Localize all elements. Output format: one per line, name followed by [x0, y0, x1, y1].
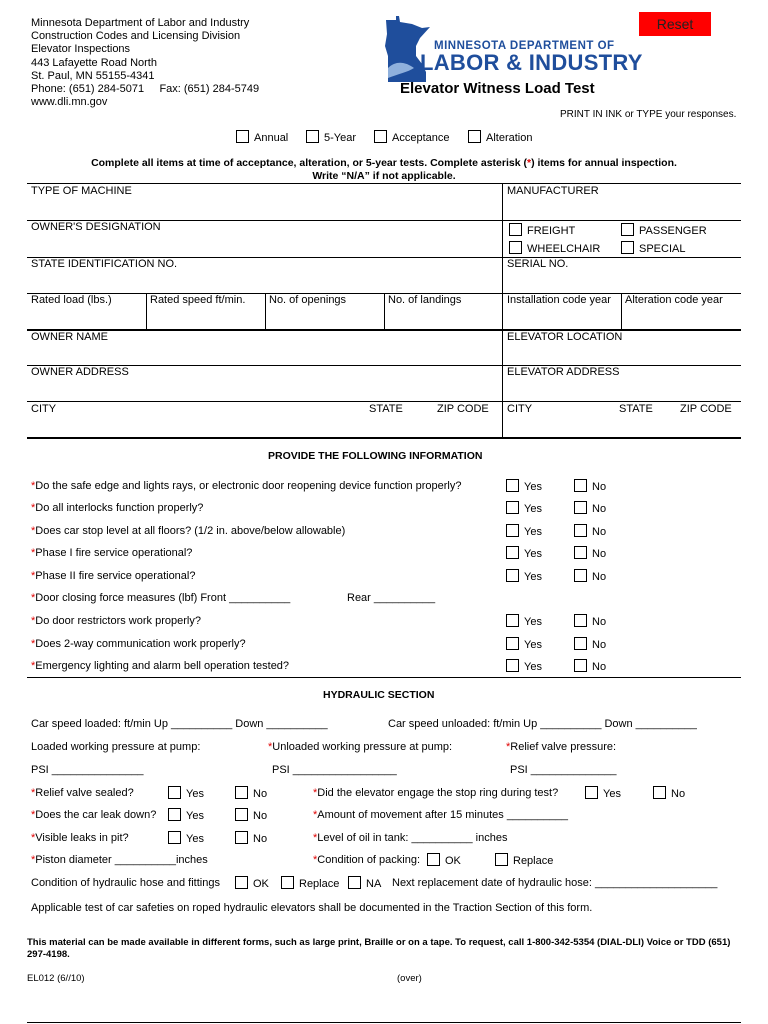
stop-ring-label [313, 787, 558, 799]
q2-yes-checkbox[interactable] [506, 501, 519, 514]
q4-yes[interactable] [506, 546, 542, 560]
install-year-label: Installation code year [507, 294, 611, 306]
over-note: (over) [397, 973, 422, 984]
yes-label: Yes [186, 833, 204, 845]
car-leak-text: Does the car leak down? [35, 809, 157, 821]
yes-label: Yes [524, 661, 542, 673]
no-label: No [253, 788, 268, 800]
question-6-rear: Rear __________ [347, 592, 436, 604]
replace-label: Replace [513, 855, 554, 867]
na-label: NA [366, 878, 382, 890]
no-label: No [592, 616, 607, 628]
q1-no-checkbox[interactable] [574, 479, 587, 492]
q5-no[interactable] [574, 569, 606, 583]
ok-label: OK [253, 878, 269, 890]
question-5 [31, 570, 195, 582]
elevator-address-label: ELEVATOR ADDRESS [507, 366, 620, 378]
owner-address-label: OWNER ADDRESS [31, 366, 129, 378]
q8-yes-checkbox[interactable] [506, 637, 519, 650]
question-3-text: Does car stop level at all floors? (1/2 in. above/below allowable) [35, 525, 346, 537]
print-note: PRINT IN INK or TYPE your responses. [560, 109, 737, 120]
reset-button[interactable]: Reset [639, 12, 711, 36]
elevator-zip-label: ZIP CODE [680, 403, 732, 415]
asterisk: * [31, 809, 36, 821]
no-label: No [253, 810, 268, 822]
car-leak-no[interactable] [235, 808, 267, 822]
visible-leaks-text: Visible leaks in pit? [35, 832, 129, 844]
acceptance-checkbox[interactable] [374, 130, 387, 143]
yes-label: Yes [186, 810, 204, 822]
asterisk: * [31, 547, 36, 559]
car-leak-yes-checkbox[interactable] [168, 808, 181, 821]
packing-replace-checkbox[interactable] [495, 853, 508, 866]
q5-yes[interactable] [506, 569, 542, 583]
hydraulic-heading: HYDRAULIC SECTION [323, 689, 435, 701]
passenger-checkbox[interactable] [621, 223, 634, 236]
question-8-text: Does 2-way communication work properly? [35, 638, 246, 650]
freight-option[interactable] [509, 223, 575, 237]
next-replacement-label: Next replacement date of hydraulic hose: ____________________ [392, 877, 718, 889]
q1-yes-checkbox[interactable] [506, 479, 519, 492]
no-label: No [592, 548, 607, 560]
annual-label: Annual [254, 132, 289, 144]
asterisk: * [313, 787, 318, 799]
no-label: No [592, 503, 607, 515]
hose-na-checkbox[interactable] [348, 876, 361, 889]
hose-ok[interactable] [235, 876, 269, 890]
loaded-pressure-label: Loaded working pressure at pump: [31, 741, 201, 753]
movement-label [313, 809, 568, 821]
hose-replace[interactable] [281, 876, 339, 890]
q1-no[interactable] [574, 479, 606, 493]
manufacturer-label: MANUFACTURER [507, 185, 599, 197]
owners-designation-label: OWNER'S DESIGNATION [31, 221, 161, 233]
serial-label: SERIAL NO. [507, 258, 569, 270]
annual-checkbox[interactable] [236, 130, 249, 143]
asterisk: * [313, 832, 318, 844]
question-9-text: Emergency lighting and alarm bell operation tested? [35, 660, 290, 672]
q3-yes-checkbox[interactable] [506, 524, 519, 537]
hose-na[interactable] [348, 876, 381, 890]
q3-no[interactable] [574, 524, 606, 538]
landings-label: No. of landings [388, 294, 462, 306]
asterisk: * [31, 480, 36, 492]
passenger-option[interactable] [621, 223, 707, 237]
psi-loaded: PSI _______________ [31, 764, 144, 776]
packing-ok[interactable] [427, 853, 461, 867]
rated-speed-label: Rated speed ft/min. [150, 294, 246, 306]
relief-sealed-text: Relief valve sealed? [35, 787, 134, 799]
owner-city-label: CITY [31, 403, 57, 415]
test-type-5-year[interactable] [306, 130, 356, 144]
asterisk: * [526, 157, 532, 169]
q9-no-checkbox[interactable] [574, 659, 587, 672]
question-1-text: Do the safe edge and lights rays, or electronic door reopening device function properly? [35, 480, 462, 492]
special-label: SPECIAL [639, 243, 686, 255]
yes-label: Yes [524, 616, 542, 628]
hose-label: Condition of hydraulic hose and fittings [31, 877, 220, 889]
owner-zip-label: ZIP CODE [437, 403, 489, 415]
test-type-annual[interactable] [236, 130, 288, 144]
car-speed-loaded: Car speed loaded: ft/min Up __________ Down __________ [31, 718, 328, 730]
q3-no-checkbox[interactable] [574, 524, 587, 537]
no-label: No [592, 639, 607, 651]
asterisk: * [313, 809, 318, 821]
elevator-city-label: CITY [507, 403, 533, 415]
asterisk: * [31, 787, 36, 799]
ok-label: OK [445, 855, 461, 867]
state-id-label: STATE IDENTIFICATION NO. [31, 258, 178, 270]
passenger-label: PASSENGER [639, 225, 707, 237]
piston-label [31, 854, 208, 866]
q7-no[interactable] [574, 614, 606, 628]
q3-yes[interactable] [506, 524, 542, 538]
question-3 [31, 525, 345, 537]
no-label: No [592, 661, 607, 673]
q7-yes-checkbox[interactable] [506, 614, 519, 627]
movement-text: Amount of movement after 15 minutes __________ [317, 809, 568, 821]
question-1 [31, 480, 461, 492]
form-number: EL012 (6//10) [27, 973, 85, 984]
asterisk: * [31, 615, 36, 627]
relief-sealed-no[interactable] [235, 786, 267, 800]
car-leak-no-checkbox[interactable] [235, 808, 248, 821]
yes-label: Yes [524, 548, 542, 560]
q8-no-checkbox[interactable] [574, 637, 587, 650]
asterisk: * [31, 638, 36, 650]
q4-no-checkbox[interactable] [574, 546, 587, 559]
no-label: No [592, 526, 607, 538]
q8-no[interactable] [574, 637, 606, 651]
packing-replace[interactable] [495, 853, 553, 867]
asterisk: * [313, 854, 318, 866]
asterisk: * [31, 525, 36, 537]
no-label: No [592, 481, 607, 493]
owner-state-label: STATE [369, 403, 403, 415]
freight-checkbox[interactable] [509, 223, 522, 236]
oil-level-label [313, 832, 507, 844]
relief-pressure-text: Relief valve pressure: [510, 741, 617, 753]
wheelchair-label: WHEELCHAIR [527, 243, 601, 255]
psi-relief: PSI ______________ [510, 764, 617, 776]
q2-no[interactable] [574, 501, 606, 515]
question-8 [31, 638, 246, 650]
yes-label: Yes [524, 526, 542, 538]
asterisk: * [31, 832, 36, 844]
question-6 [31, 592, 290, 604]
owner-name-label: OWNER NAME [31, 331, 108, 343]
agency-line-2: Construction Codes and Licensing Division [31, 30, 241, 43]
agency-address-block [31, 17, 259, 109]
relief-sealed-no-checkbox[interactable] [235, 786, 248, 799]
asterisk: * [31, 660, 36, 672]
freight-label: FREIGHT [527, 225, 576, 237]
q7-no-checkbox[interactable] [574, 614, 587, 627]
stop-ring-no[interactable] [653, 786, 685, 800]
info-heading: PROVIDE THE FOLLOWING INFORMATION [268, 450, 483, 462]
relief-sealed-yes[interactable] [168, 786, 204, 800]
openings-label: No. of openings [269, 294, 347, 306]
unloaded-pressure-text: Unloaded working pressure at pump: [272, 741, 453, 753]
visible-leaks-no[interactable] [235, 831, 267, 845]
instructions-part-2: ) items for annual inspection. [531, 157, 677, 169]
asterisk: * [31, 570, 36, 582]
stop-ring-no-checkbox[interactable] [653, 786, 666, 799]
question-6-text: Door closing force measures (lbf) Front __________ [35, 592, 291, 604]
relief-sealed-yes-checkbox[interactable] [168, 786, 181, 799]
asterisk: * [31, 854, 36, 866]
q9-no[interactable] [574, 659, 606, 673]
form-title: Elevator Witness Load Test [400, 80, 595, 97]
special-option[interactable] [621, 241, 685, 255]
visible-leaks-no-checkbox[interactable] [235, 831, 248, 844]
q5-no-checkbox[interactable] [574, 569, 587, 582]
question-4-text: Phase I fire service operational? [35, 547, 193, 559]
no-label: No [592, 571, 607, 583]
agency-line-3: Elevator Inspections [31, 43, 131, 56]
visible-leaks-label [31, 832, 129, 844]
instructions-part-1: Complete all items at time of acceptance, alteration, or 5-year tests. Complete asterisk ( [91, 157, 527, 169]
asterisk: * [506, 741, 511, 753]
hose-replace-checkbox[interactable] [281, 876, 294, 889]
type-of-machine-label: TYPE OF MACHINE [31, 185, 132, 197]
availability-note: This material can be made available in different forms, such as large print, Braille or on a tape. To request, call 1-800-342-5354 (DIAL-DLI) Voice or TDD (651) 297-4198. [27, 937, 731, 960]
no-label: No [671, 788, 686, 800]
5-year-label: 5-Year [324, 132, 357, 144]
agency-line-1: Minnesota Department of Labor and Industry [31, 17, 250, 29]
alteration-label: Alteration [486, 132, 533, 144]
alteration-checkbox[interactable] [468, 130, 481, 143]
relief-sealed-label [31, 787, 134, 799]
yes-label: Yes [524, 503, 542, 515]
agency-line-4: 443 Lafayette Road North [31, 56, 157, 69]
wheelchair-checkbox[interactable] [509, 241, 522, 254]
car-leak-yes[interactable] [168, 808, 204, 822]
yes-label: Yes [524, 639, 542, 651]
special-checkbox[interactable] [621, 241, 634, 254]
packing-text: Condition of packing: [317, 854, 421, 866]
visible-leaks-yes[interactable] [168, 831, 204, 845]
rated-load-label: Rated load (lbs.) [31, 294, 112, 306]
q4-yes-checkbox[interactable] [506, 546, 519, 559]
asterisk: * [31, 592, 36, 604]
stop-ring-yes[interactable] [585, 786, 621, 800]
psi-unloaded: PSI _________________ [272, 764, 397, 776]
5-year-checkbox[interactable] [306, 130, 319, 143]
logo-text-top: MINNESOTA DEPARTMENT OF [434, 40, 615, 52]
wheelchair-option[interactable] [509, 241, 600, 255]
piston-text: Piston diameter __________inches [35, 854, 208, 866]
no-label: No [253, 833, 268, 845]
logo [382, 16, 652, 86]
acceptance-label: Acceptance [392, 132, 450, 144]
asterisk: * [31, 502, 36, 514]
yes-label: Yes [524, 571, 542, 583]
q2-yes[interactable] [506, 501, 542, 515]
car-leak-label [31, 809, 156, 821]
visible-leaks-yes-checkbox[interactable] [168, 831, 181, 844]
instructions-line-1 [0, 157, 768, 169]
agency-line-5: St. Paul, MN 55155-4341 [31, 69, 155, 82]
elevator-state-label: STATE [619, 403, 653, 415]
question-2-text: Do all interlocks function properly? [35, 502, 204, 514]
asterisk: * [268, 741, 273, 753]
yes-label: Yes [186, 788, 204, 800]
instructions-line-2: Write “N/A” if not applicable. [312, 170, 456, 182]
agency-phone-fax [31, 83, 259, 96]
q5-yes-checkbox[interactable] [506, 569, 519, 582]
question-2 [31, 502, 203, 514]
stop-ring-yes-checkbox[interactable] [585, 786, 598, 799]
question-4 [31, 547, 192, 559]
packing-label [313, 854, 420, 866]
packing-ok-checkbox[interactable] [427, 853, 440, 866]
q9-yes-checkbox[interactable] [506, 659, 519, 672]
q7-yes[interactable] [506, 614, 542, 628]
q1-yes[interactable] [506, 479, 542, 493]
test-type-alteration[interactable] [468, 130, 532, 144]
relief-pressure-label [506, 741, 616, 753]
agency-phone: Phone: (651) 284-5071 [31, 83, 145, 96]
yes-label: Yes [524, 481, 542, 493]
q8-yes[interactable] [506, 637, 542, 651]
q4-no[interactable] [574, 546, 606, 560]
question-5-text: Phase II fire service operational? [35, 570, 196, 582]
hose-ok-checkbox[interactable] [235, 876, 248, 889]
elevator-location-label: ELEVATOR LOCATION [507, 331, 623, 343]
safeties-note: Applicable test of car safeties on roped hydraulic elevators shall be documented in the Traction Section of this form. [31, 902, 593, 914]
replace-label: Replace [299, 878, 340, 890]
oil-level-text: Level of oil in tank: __________ inches [317, 832, 508, 844]
question-7 [31, 615, 201, 627]
test-type-acceptance[interactable] [374, 130, 449, 144]
agency-fax: Fax: (651) 284-5749 [159, 83, 260, 96]
question-7-text: Do door restrictors work properly? [35, 615, 201, 627]
yes-label: Yes [603, 788, 621, 800]
stop-ring-text: Did the elevator engage the stop ring during test? [317, 787, 559, 799]
q2-no-checkbox[interactable] [574, 501, 587, 514]
agency-website: www.dli.mn.gov [31, 96, 108, 109]
alter-year-label: Alteration code year [625, 294, 723, 306]
question-9 [31, 660, 289, 672]
logo-text-bottom: LABOR & INDUSTRY [420, 50, 643, 75]
car-speed-unloaded: Car speed unloaded: ft/min Up __________ Down __________ [388, 718, 697, 730]
q9-yes[interactable] [506, 659, 542, 673]
unloaded-pressure-label [268, 741, 452, 753]
